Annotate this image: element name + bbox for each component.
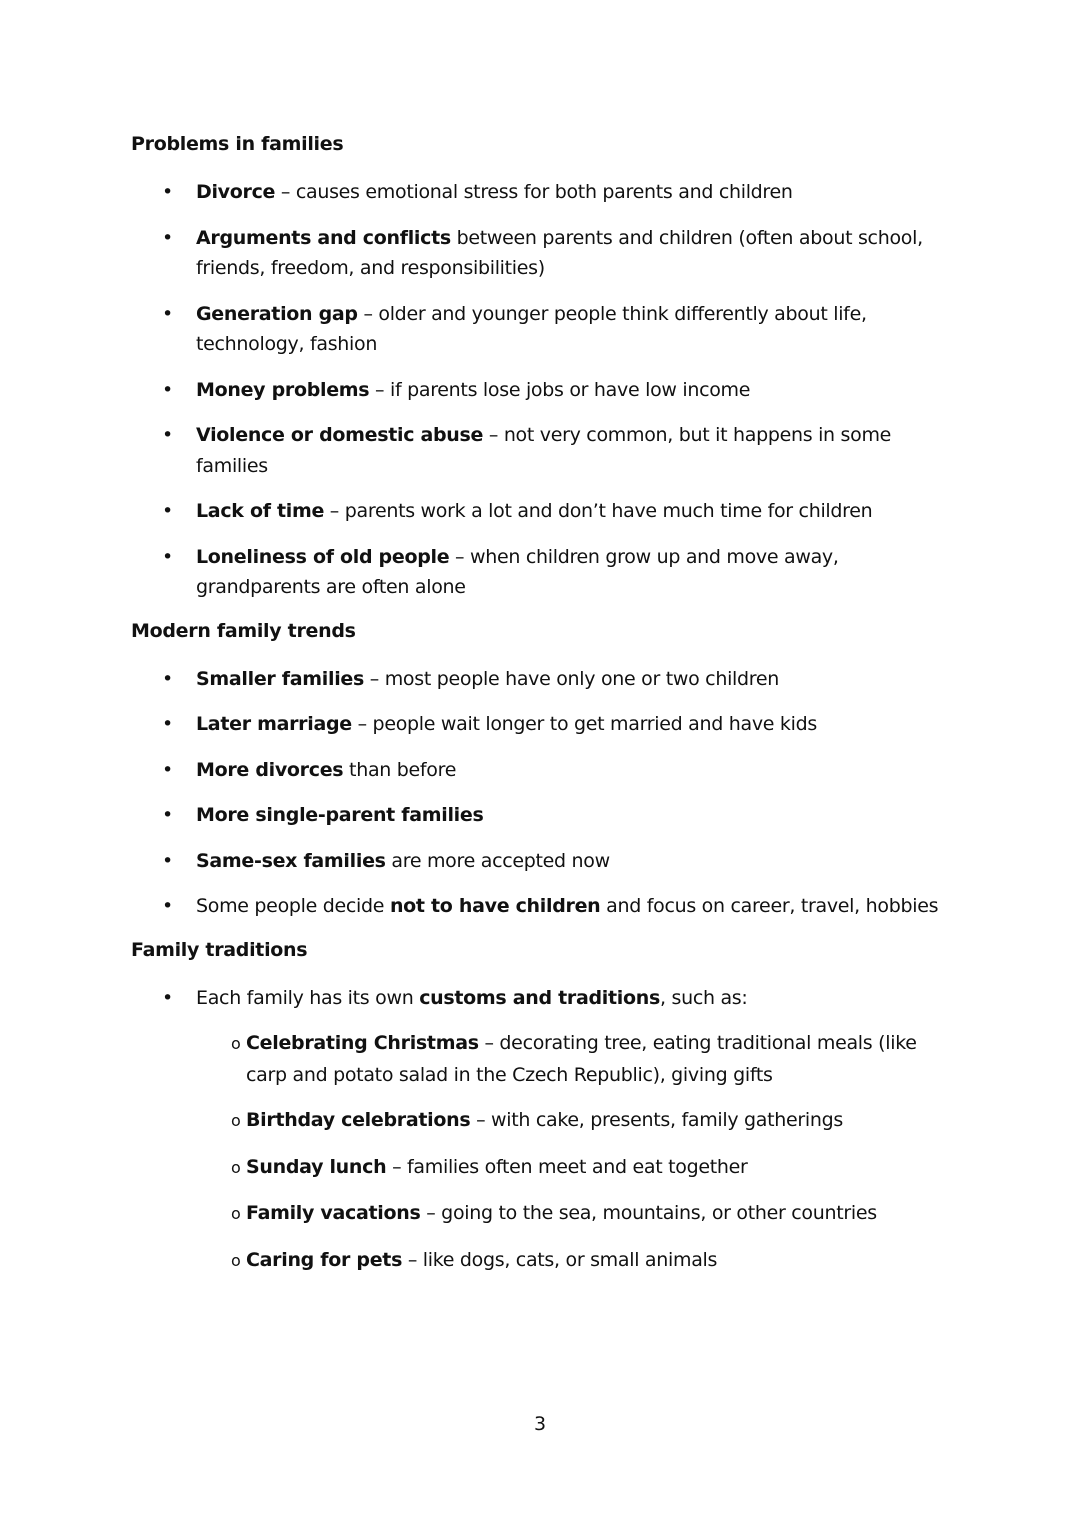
list-item: [131, 223, 961, 284]
bullet-icon: •: [162, 758, 173, 781]
list-item: [131, 177, 961, 208]
item-bold-term: Later marriage: [196, 713, 352, 735]
bullet-icon: •: [162, 895, 173, 917]
list-item: [131, 755, 961, 786]
problems-list: [131, 177, 961, 603]
item-bold-term: Loneliness of old people: [196, 545, 450, 568]
item-text: – older and younger people think differently about life, technology, fashion: [196, 302, 867, 355]
section-heading-family-traditions: Family traditions: [131, 938, 308, 961]
page-number: 3: [533, 1413, 547, 1435]
item-text: – when children grow up and move away, grandparents are often alone: [196, 545, 839, 598]
bullet-icon: •: [162, 804, 173, 826]
item-bold-term: Smaller families: [196, 667, 365, 690]
item-bold-term: Caring for pets: [246, 1248, 403, 1271]
item-bold-term: Same-sex families: [196, 849, 386, 872]
item-text: – people wait longer to get married and have kids: [351, 713, 817, 735]
item-text: – if parents lose jobs or have low income: [369, 378, 751, 401]
item-bold-term: customs and traditions: [419, 986, 660, 1009]
list-item: [131, 299, 961, 360]
bullet-icon: •: [162, 378, 173, 401]
item-bold-term: not to have children: [389, 895, 601, 917]
item-text: , such as:: [660, 986, 748, 1009]
bullet-icon: •: [162, 849, 173, 872]
list-item: [131, 420, 961, 481]
item-text: and focus on career, travel, hobbies: [600, 895, 939, 917]
item-text: are more accepted now: [385, 849, 610, 872]
item-bold-term: Arguments and conflicts: [196, 226, 451, 249]
list-item: [131, 375, 961, 406]
item-bold-term: Violence or domestic abuse: [196, 424, 484, 446]
item-bold-term: Sunday lunch: [246, 1155, 387, 1178]
list-item: [131, 846, 961, 877]
circle-bullet-icon: o: [231, 1204, 241, 1223]
bullet-icon: •: [162, 713, 173, 735]
bullet-icon: •: [162, 545, 173, 568]
item-bold-term: Celebrating Christmas: [246, 1032, 479, 1054]
page-content: [131, 131, 961, 1276]
trends-list: [131, 664, 961, 922]
item-text-prefix: Some people decide: [196, 895, 390, 917]
item-text: – going to the sea, mountains, or other countries: [420, 1202, 877, 1224]
item-bold-term: Generation gap: [196, 302, 358, 325]
traditions-list: [131, 983, 961, 1277]
circle-bullet-icon: o: [231, 1250, 241, 1270]
list-item: [131, 542, 961, 603]
circle-bullet-icon: o: [231, 1111, 241, 1130]
list-item: [131, 891, 961, 922]
item-bold-term: Lack of time: [196, 500, 325, 522]
bullet-icon: •: [162, 181, 173, 203]
bullet-icon: •: [162, 424, 173, 446]
item-text: – not very common, but it happens in some families: [196, 424, 892, 477]
sub-list-item: [196, 1245, 961, 1277]
bullet-icon: •: [162, 986, 173, 1009]
list-item: [131, 496, 961, 527]
item-bold-term: More divorces: [196, 758, 344, 781]
item-text: than before: [343, 758, 457, 781]
bullet-icon: •: [162, 302, 173, 325]
section-heading-modern-trends: Modern family trends: [131, 619, 356, 642]
list-item: [131, 664, 961, 695]
item-text: – families often meet and eat together: [386, 1155, 748, 1178]
sub-list-item: [196, 1028, 961, 1090]
item-text-prefix: Each family has its own: [196, 986, 420, 1009]
bullet-icon: •: [162, 667, 173, 690]
item-text: – causes emotional stress for both parents and children: [275, 181, 793, 203]
item-bold-term: Family vacations: [246, 1202, 421, 1224]
item-text: – decorating tree, eating traditional meals (like carp and potato salad in the Czech Republic), giving gifts: [246, 1032, 917, 1086]
item-bold-term: Birthday celebrations: [246, 1109, 471, 1131]
item-text: – like dogs, cats, or small animals: [402, 1248, 718, 1271]
bullet-icon: •: [162, 226, 173, 249]
list-item: [131, 709, 961, 740]
bullet-icon: •: [162, 500, 173, 522]
section-heading-problems: Problems in families: [131, 133, 344, 155]
list-item: [131, 800, 961, 831]
traditions-sublist: [196, 1028, 961, 1276]
item-text: – parents work a lot and don’t have much time for children: [324, 500, 873, 522]
item-bold-term: Money problems: [196, 378, 370, 401]
item-text: – with cake, presents, family gatherings: [470, 1109, 844, 1131]
item-text: – most people have only one or two children: [364, 667, 780, 690]
sub-list-item: [196, 1105, 961, 1137]
sub-list-item: [196, 1152, 961, 1184]
circle-bullet-icon: o: [231, 1157, 241, 1177]
item-bold-term: Divorce: [196, 181, 276, 203]
circle-bullet-icon: o: [231, 1034, 241, 1053]
item-bold-term: More single-parent families: [196, 804, 484, 826]
list-item: [131, 983, 961, 1277]
item-text: between parents and children (often about school, friends, freedom, and responsibilities): [196, 226, 923, 279]
sub-list-item: [196, 1198, 961, 1230]
